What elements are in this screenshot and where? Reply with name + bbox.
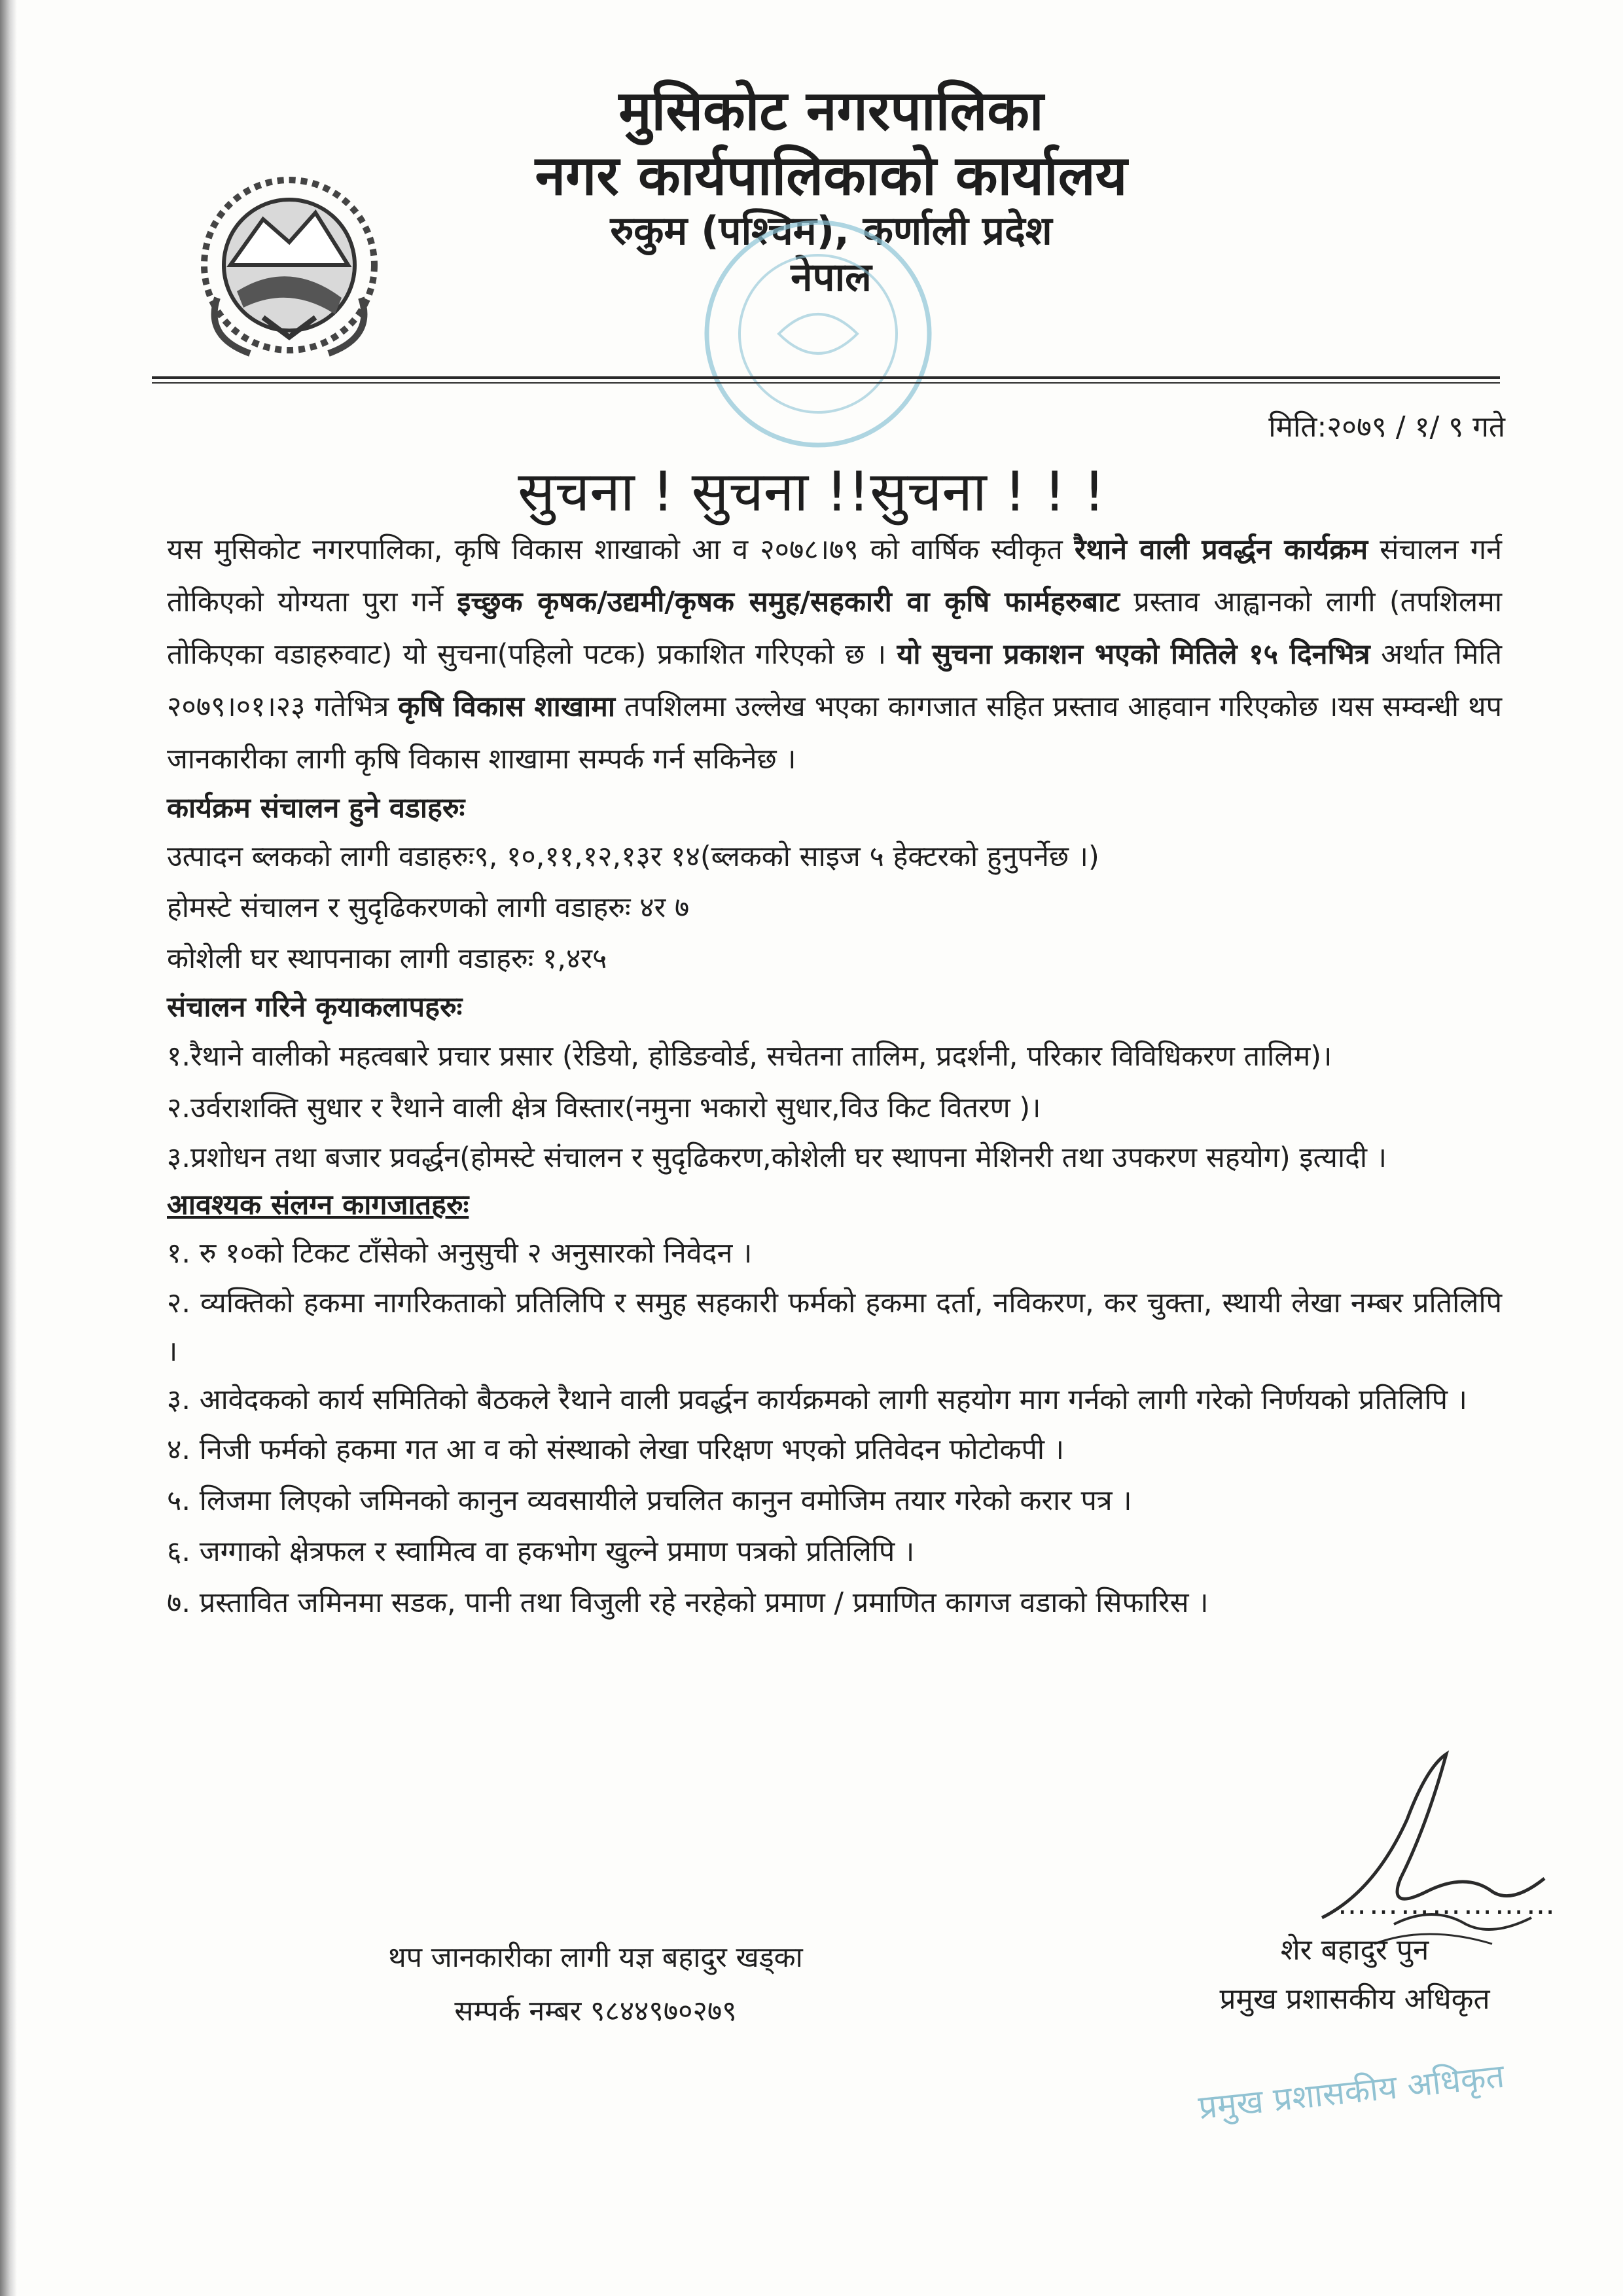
activities-title: संचालन गरिने कृयाकलापहरुः xyxy=(167,991,463,1024)
intro-deadline: यो सुचना प्रकाशन भएको मितिले १५ दिनभित्र xyxy=(897,638,1370,671)
nepal-emblem-icon xyxy=(191,167,387,363)
intro-text-4: अर्थात मिति २०७९।०१।२३ गतेभित्र xyxy=(167,638,1503,723)
ward-item: कोशेली घर स्थापनाका लागी वडाहरुः १,४र५ xyxy=(167,942,607,975)
notice-date: मिति:२०७९ / १/ ९ गते xyxy=(1268,410,1505,444)
intro-section-name: कृषि विकास शाखामा xyxy=(398,691,615,723)
contact-info xyxy=(327,1931,864,2038)
activity-item: २.उर्वराशक्ति सुधार र रैथाने वाली क्षेत्र विस्तार(नमुना भकारो सुधार,विउ किट वितरण )। xyxy=(167,1092,1041,1124)
scan-edge-shadow xyxy=(0,0,17,2296)
intro-text-5: तपशिलमा उल्लेख भएका कागजात सहित प्रस्ताव आहवान गरिएकोछ ।यस सम्वन्धी थप जानकारीका लागी कृषि विकास शाखामा सम्पर्क गर्न सकिनेछ । xyxy=(167,691,1502,776)
wards-title: कार्यक्रम संचालन हुने वडाहरुः xyxy=(167,792,465,825)
intro-text-2: संचालन गर्न तोकिएको योग्यता पुरा गर्ने xyxy=(167,533,1502,619)
signatory-title: प्रमुख प्रशासकीय अधिकृत xyxy=(1219,1982,1490,2016)
intro-text-3: प्रस्ताव आह्वानको लागी (तपशिलमा तोकिएका वडाहरुवाट) यो सुचना(पहिलो पटक) प्रकाशित गरिएको छ । xyxy=(167,586,1502,671)
document-item: ४. निजी फर्मको हकमा गत आ व को संस्थाको लेखा परिक्षण भएको प्रतिवेदन फोटोकपी । xyxy=(167,1433,1065,1466)
country-name: नेपाल xyxy=(791,255,872,301)
header-rule-bottom xyxy=(152,382,1500,384)
activity-item: १.रैथाने वालीको महत्वबारे प्रचार प्रसार (रेडियो, होडिङवोर्ड, सचेतना तालिम, प्रदर्शनी, परिकार विविधिकरण तालिम)। xyxy=(167,1040,1332,1073)
municipality-name: मुसिकोट नगरपालिका xyxy=(618,79,1044,143)
intro-text-1: यस मुसिकोट नगरपालिका, कृषि विकास शाखाको आ व २०७८।७९ को वार्षिक स्वीकृत xyxy=(167,533,1075,566)
office-name: नगर कार्यपालिकाको कार्यालय xyxy=(535,143,1128,208)
header-rule-top xyxy=(152,376,1500,379)
notice-title: सुचना ! सुचना !!सुचना ! ! ! xyxy=(518,459,1105,524)
document-item: २. व्यक्तिको हकमा नागरिकताको प्रतिलिपि र समुह सहकारी फर्मको हकमा दर्ता, नविकरण, कर चुक्ता, स्थायी लेखा नम्बर प्रतिलिपि । xyxy=(167,1287,1502,1368)
activity-item: ३.प्रशोधन तथा बजार प्रवर्द्धन(होमस्टे संचालन र सुदृढिकरण,कोशेली घर स्थापना मेशिनरी तथा उपकरण सहयोग) इत्यादी । xyxy=(167,1141,1387,1174)
signature-dots: ………………… xyxy=(1338,1888,1558,1921)
signatory-block xyxy=(1152,1885,1558,2022)
intro-eligible-applicants: इच्छुक कृषक/उद्यमी/कृषक समुह/सहकारी वा कृषि फार्महरुबाट xyxy=(457,586,1120,619)
intro-program-name: रैथाने वाली प्रवर्द्धन कार्यक्रम xyxy=(1074,533,1368,566)
district-province: रुकुम (पश्चिम), कर्णाली प्रदेश xyxy=(610,208,1052,255)
document-item: ७. प्रस्तावित जमिनमा सडक, पानी तथा विजुली रहे नरहेको प्रमाण / प्रमाणित कागज वडाको सिफारिस । xyxy=(167,1587,1209,1619)
document-item: ३. आवेदकको कार्य समितिको बैठकले रैथाने वाली प्रवर्द्धन कार्यक्रमको लागी सहयोग माग गर्नको लागी गरेको निर्णयको प्रतिलिपि । xyxy=(167,1384,1467,1416)
notice-body xyxy=(167,524,1502,1628)
document-item: १. रु १०को टिकट टाँसेको अनुसुची २ अनुसारको निवेदन । xyxy=(167,1237,753,1270)
ward-item: उत्पादन ब्लकको लागी वडाहरुः९, १०,११,१२,१३र १४(ब्लकको साइज ५ हेक्टरको हुनुपर्नेछ ।) xyxy=(167,840,1099,873)
signatory-name: शेर बहादुर पुन xyxy=(1280,1933,1429,1967)
office-seal-stamp-icon xyxy=(681,196,955,471)
contact-person: थप जानकारीका लागी यज्ञ बहादुर खड्का xyxy=(388,1941,803,1974)
contact-phone: सम्पर्क नम्बर ९८४४९७०२७९ xyxy=(454,1995,737,2028)
documents-title: आवश्यक संलग्न कागजातहरुः xyxy=(167,1189,469,1221)
document-item: ५. लिजमा लिएको जमिनको कानुन व्यवसायीले प्रचलित कानुन वमोजिम तयार गरेको करार पत्र । xyxy=(167,1484,1132,1517)
ward-item: होमस्टे संचालन र सुदृढिकरणको लागी वडाहरुः ४र ७ xyxy=(167,891,690,924)
official-stamp-text: प्रमुख प्रशासकीय अधिकृत xyxy=(1196,2056,1507,2127)
document-item: ६. जग्गाको क्षेत्रफल र स्वामित्व वा हकभोग खुल्ने प्रमाण पत्रको प्रतिलिपि । xyxy=(167,1535,915,1568)
intro-paragraph xyxy=(167,524,1502,785)
